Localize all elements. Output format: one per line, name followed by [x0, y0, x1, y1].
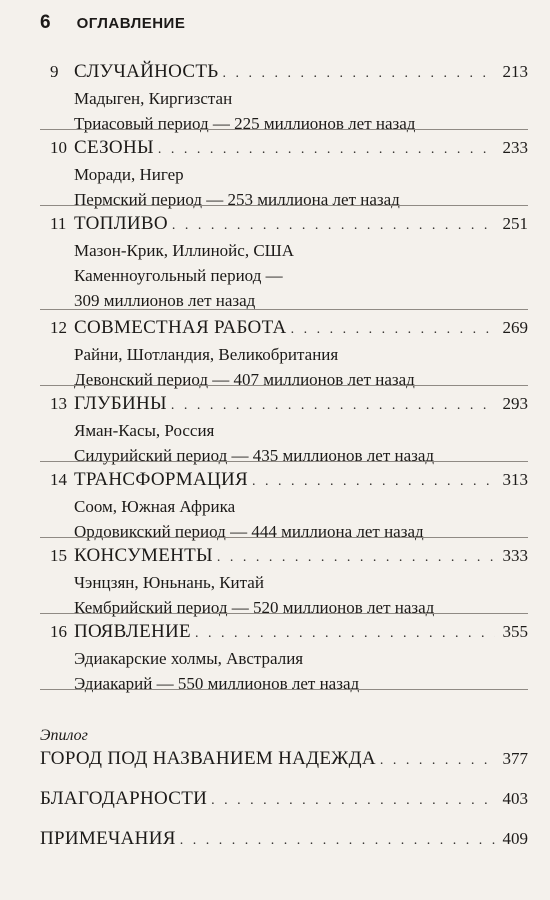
chapter-location: Яман-Касы, Россия [74, 421, 215, 440]
chapter-location: Чэнцзян, Юньнань, Китай [74, 573, 264, 592]
chapter-title: ГЛУБИНЫ [74, 393, 167, 414]
chapter-page: 213 [502, 62, 528, 81]
dot-leader [172, 214, 495, 238]
toc-chapter-9[interactable] [50, 60, 528, 136]
divider [40, 461, 528, 462]
toc-entry-notes[interactable] [40, 826, 528, 854]
page-number: 6 [40, 12, 51, 33]
chapter-title: СОВМЕСТНАЯ РАБОТА [74, 317, 287, 338]
chapter-title: ПОЯВЛЕНИЕ [74, 621, 191, 642]
chapter-location: Мазон-Крик, Иллинойс, США [74, 241, 295, 260]
chapter-number: 12 [50, 318, 67, 337]
chapter-number: 11 [50, 214, 67, 233]
chapter-period: Силурийский период — 435 миллионов лет назад [74, 446, 435, 465]
dot-leader [252, 470, 494, 494]
entry-title: ПРИМЕЧАНИЯ [40, 828, 176, 849]
chapter-title: СЛУЧАЙНОСТЬ [74, 61, 219, 82]
running-header [40, 12, 185, 34]
chapter-title: ТОПЛИВО [74, 213, 168, 234]
dot-leader [171, 394, 495, 418]
chapter-period: Ордовикский период — 444 миллиона лет назад [74, 522, 424, 541]
chapter-number: 9 [50, 62, 59, 81]
chapter-page: 313 [502, 470, 528, 489]
chapter-number: 16 [50, 622, 67, 641]
divider [40, 385, 528, 386]
dot-leader [195, 622, 495, 646]
chapter-period: Девонский период — 407 миллионов лет назад [74, 370, 415, 389]
entry-page: 377 [502, 749, 528, 768]
toc-chapter-15[interactable] [50, 544, 528, 620]
toc-chapter-11[interactable] [50, 212, 528, 316]
chapter-period: Триасовый период — 225 миллионов лет назад [74, 114, 416, 133]
chapter-number: 13 [50, 394, 67, 413]
divider [40, 537, 528, 538]
toc-chapter-12[interactable] [50, 316, 528, 392]
toc-entry-acknowledgements[interactable] [40, 786, 528, 814]
toc-chapter-13[interactable] [50, 392, 528, 468]
chapter-location: Моради, Нигер [74, 165, 184, 184]
chapter-number: 14 [50, 470, 67, 489]
chapter-number: 10 [50, 138, 67, 157]
table-of-contents [50, 60, 528, 696]
entry-title: БЛАГОДАРНОСТИ [40, 788, 208, 809]
divider [40, 689, 528, 690]
chapter-location: Соом, Южная Африка [74, 497, 236, 516]
toc-chapter-16[interactable] [50, 620, 528, 696]
chapter-location: Райни, Шотландия, Великобритания [74, 345, 339, 364]
chapter-title: ТРАНСФОРМАЦИЯ [74, 469, 249, 490]
entry-page: 409 [502, 829, 528, 848]
toc-chapter-14[interactable] [50, 468, 528, 544]
divider [40, 613, 528, 614]
divider [40, 309, 528, 310]
dot-leader [217, 546, 495, 570]
epilogue-section [40, 726, 528, 866]
dot-leader [211, 788, 494, 814]
chapter-title: СЕЗОНЫ [74, 137, 154, 158]
dot-leader [180, 828, 495, 854]
chapter-period-cont: 309 миллионов лет назад [74, 291, 256, 310]
chapter-period: Пермский период — 253 миллиона лет назад [74, 190, 400, 209]
running-title: ОГЛАВЛЕНИЕ [76, 15, 186, 32]
chapter-location: Мадыген, Киргизстан [74, 89, 233, 108]
entry-page: 403 [502, 789, 528, 808]
chapter-page: 333 [502, 546, 528, 565]
chapter-period: Каменноугольный период — [74, 266, 283, 285]
toc-entry-epilogue[interactable] [40, 746, 528, 774]
chapter-page: 233 [502, 138, 528, 157]
entry-title: ГОРОД ПОД НАЗВАНИЕМ НАДЕЖДА [40, 748, 376, 769]
divider [40, 129, 528, 130]
dot-leader [291, 318, 495, 342]
dot-leader [223, 62, 495, 86]
chapter-location: Эдиакарские холмы, Австралия [74, 649, 304, 668]
dot-leader [380, 748, 495, 774]
divider [40, 205, 528, 206]
dot-leader [158, 138, 495, 162]
toc-chapter-10[interactable] [50, 136, 528, 212]
chapter-period: Эдиакарий — 550 миллионов лет назад [74, 674, 360, 693]
chapter-number: 15 [50, 546, 67, 565]
chapter-page: 269 [502, 318, 528, 337]
chapter-page: 355 [502, 622, 528, 641]
chapter-page: 251 [502, 214, 528, 233]
chapter-page: 293 [502, 394, 528, 413]
chapter-title: КОНСУМЕНТЫ [74, 545, 213, 566]
epilogue-label: Эпилог [40, 727, 88, 744]
chapter-period: Кембрийский период — 520 миллионов лет назад [74, 598, 435, 617]
